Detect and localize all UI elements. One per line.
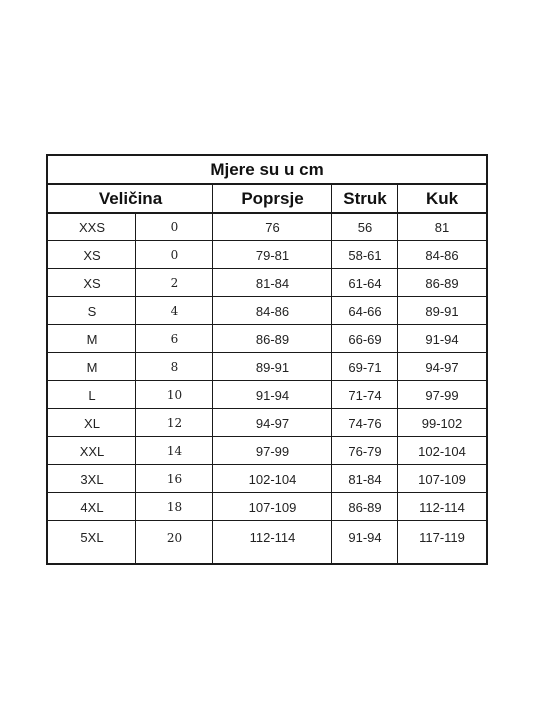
bust-cell: 76 <box>265 219 280 235</box>
waist-cell: 71-74 <box>348 387 382 403</box>
waist-cell: 86-89 <box>348 499 382 515</box>
hip-cell: 102-104 <box>418 443 466 459</box>
header-size: Veličina <box>98 188 163 208</box>
bust-cell: 107-109 <box>248 499 297 515</box>
size-label-cell: 3XL <box>80 471 104 487</box>
size-label-cell: M <box>86 331 98 347</box>
size-label-cell: M <box>86 359 98 375</box>
size-label-cell: XL <box>84 415 100 431</box>
size-label-cell: L <box>88 387 96 403</box>
size-number-cell: 0 <box>170 220 179 234</box>
waist-cell: 74-76 <box>348 415 382 431</box>
size-label-cell: XS <box>83 247 101 263</box>
size-number-cell: 18 <box>166 500 183 514</box>
size-number-cell: 8 <box>170 360 179 374</box>
waist-cell: 58-61 <box>348 247 382 263</box>
hip-cell: 97-99 <box>425 387 459 403</box>
size-label-cell: XXS <box>78 219 105 235</box>
header-waist: Struk <box>343 188 387 208</box>
hip-cell: 94-97 <box>425 359 459 375</box>
size-number-cell: 2 <box>170 276 179 290</box>
waist-cell: 61-64 <box>348 275 382 291</box>
bust-cell: 94-97 <box>255 415 290 431</box>
hip-cell: 86-89 <box>425 275 459 291</box>
size-number-cell: 10 <box>166 388 183 402</box>
bust-cell: 81-84 <box>255 275 290 291</box>
column-divider <box>212 184 213 563</box>
column-divider <box>331 184 332 563</box>
size-number-cell: 14 <box>166 444 183 458</box>
size-number-cell: 16 <box>166 472 183 486</box>
waist-cell: 69-71 <box>348 359 382 375</box>
bust-cell: 89-91 <box>255 359 290 375</box>
table-divider <box>48 183 486 185</box>
size-label-cell: XS <box>83 275 101 291</box>
bust-cell: 86-89 <box>255 331 290 347</box>
waist-cell: 91-94 <box>348 530 382 545</box>
bust-cell: 97-99 <box>255 443 290 459</box>
size-label-cell: 5XL <box>80 530 104 545</box>
hip-cell: 89-91 <box>425 303 459 319</box>
column-divider <box>397 184 398 563</box>
waist-cell: 56 <box>357 219 373 235</box>
waist-cell: 76-79 <box>348 443 382 459</box>
table-title: Mjere su u cm <box>210 160 324 179</box>
bust-cell: 79-81 <box>255 247 290 263</box>
size-number-cell: 12 <box>166 416 183 430</box>
column-divider <box>135 213 136 563</box>
waist-cell: 66-69 <box>348 331 382 347</box>
bust-cell: 91-94 <box>255 387 290 403</box>
size-number-cell: 0 <box>170 248 179 262</box>
hip-cell: 107-109 <box>418 471 466 487</box>
size-label-cell: XXL <box>79 443 105 459</box>
header-hip: Kuk <box>425 188 459 208</box>
hip-cell: 84-86 <box>425 247 459 263</box>
size-number-cell: 20 <box>166 530 183 545</box>
hip-cell: 99-102 <box>421 415 463 431</box>
size-number-cell: 6 <box>170 332 179 346</box>
size-label-cell: 4XL <box>80 499 104 515</box>
bust-cell: 84-86 <box>255 303 290 319</box>
hip-cell: 117-119 <box>419 530 465 545</box>
bust-cell: 112-114 <box>249 530 296 545</box>
size-chart-table <box>46 154 488 565</box>
bust-cell: 102-104 <box>248 471 297 487</box>
hip-cell: 112-114 <box>419 499 465 515</box>
waist-cell: 81-84 <box>348 471 382 487</box>
hip-cell: 91-94 <box>425 331 459 347</box>
hip-cell: 81 <box>434 219 450 235</box>
size-label-cell: S <box>87 303 97 319</box>
waist-cell: 64-66 <box>348 303 382 319</box>
size-number-cell: 4 <box>170 304 179 318</box>
header-bust: Poprsje <box>241 188 304 208</box>
